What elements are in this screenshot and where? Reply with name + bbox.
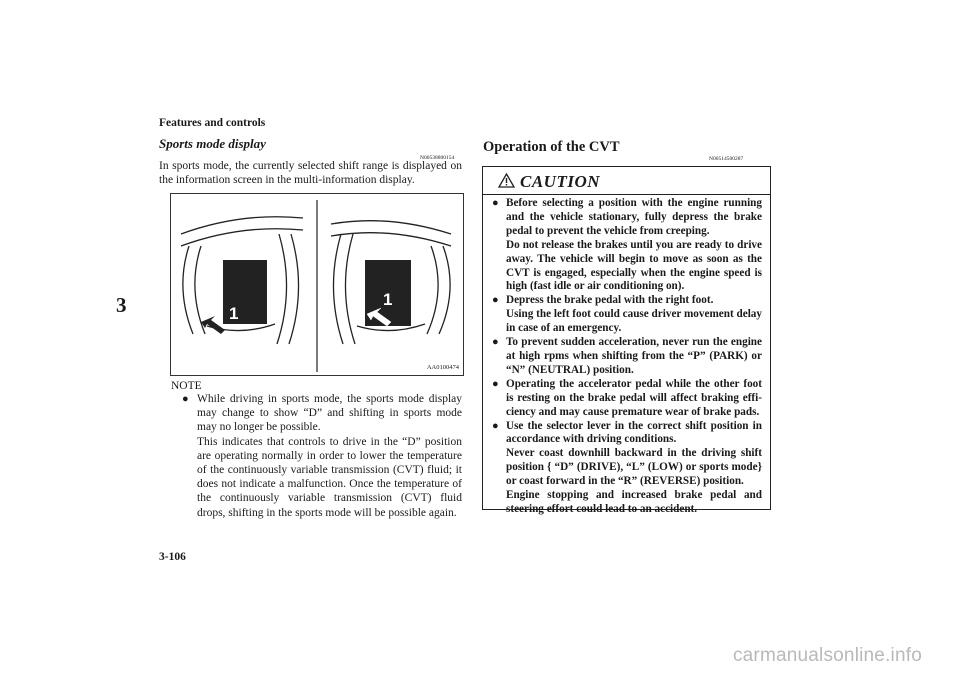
bullet-icon: ● bbox=[492, 377, 499, 390]
chapter-number: 3 bbox=[116, 293, 127, 317]
caution-body bbox=[492, 197, 762, 517]
bullet-icon: ● bbox=[492, 294, 499, 307]
note-body bbox=[183, 392, 462, 520]
caution-item bbox=[492, 420, 762, 517]
caution-line: Before selecting a position with the engine running and the vehicle stationary, fully depress the brake pedal to prevent the vehicle from creeping. bbox=[506, 197, 762, 237]
note-text: This indicates that controls to drive in the “D” position are operating normally in order to lower the temperature of the continuously variable transmission (CVT) fluid; it does not indicate a malfunction. Once the temperature of the continuously variable transmission (CVT) fluid drops, shifting in the sports mode will be possible again. bbox=[197, 435, 462, 519]
callout-label-right: 1 bbox=[383, 290, 393, 309]
caution-line: Using the left foot could cause driver movement delay in case of an emergency. bbox=[506, 308, 762, 335]
section-title-cvt: Operation of the CVT bbox=[483, 139, 620, 155]
caution-title: CAUTION bbox=[520, 172, 601, 191]
caution-line: Depress the brake pedal with the right foot. bbox=[506, 294, 714, 307]
chapter-tab bbox=[114, 287, 140, 331]
bullet-icon: ● bbox=[492, 197, 499, 209]
running-header: Features and controls bbox=[159, 117, 266, 129]
section-title: Sports mode display bbox=[159, 136, 266, 151]
bullet-icon: ● bbox=[492, 419, 499, 432]
bullet-icon: ● bbox=[182, 393, 189, 405]
intro-paragraph: In sports mode, the currently selected shift range is displayed on the information screen in the multi-information display. bbox=[159, 160, 462, 186]
warning-triangle-icon bbox=[498, 173, 515, 188]
caution-item bbox=[492, 197, 762, 294]
caution-line: Do not release the brakes until you are ready to drive away. The vehicle will begin to move as soon as the CVT is engaged, especially when the engine speed is high (fast idle or air conditioning on). bbox=[506, 238, 762, 293]
section-code-cvt: N00514500287 bbox=[709, 156, 744, 162]
caution-box bbox=[482, 166, 771, 515]
figure-code: AA0100474 bbox=[426, 364, 459, 371]
note-item bbox=[183, 392, 462, 520]
caution-line: Engine stopping and increased brake pedal and steering effort could lead to an accident. bbox=[506, 489, 762, 515]
bullet-icon: ● bbox=[492, 336, 499, 349]
sports-mode-figure bbox=[170, 193, 464, 376]
caution-line: Use the selector lever in the correct shift position in accordance with driving conditions. bbox=[506, 419, 762, 446]
caution-item bbox=[492, 336, 762, 378]
caution-line: Never coast downhill backward in the driving shift position { “D” (DRIVE), “L” (LOW) or sports mode} or coast forward in the “R” (REVERSE) position. bbox=[506, 447, 762, 488]
display-illustration bbox=[171, 194, 463, 375]
caution-item bbox=[492, 378, 762, 420]
caution-header bbox=[483, 167, 770, 195]
section-code: N00538800154 bbox=[420, 155, 455, 161]
page-number: 3-106 bbox=[159, 551, 186, 563]
note-text: While driving in sports mode, the sports mode display may change to show “D” and shifting in sports mode may no longer be possible. bbox=[197, 393, 462, 434]
callout-label-left: 1 bbox=[229, 304, 239, 323]
caution-line: Operating the accelerator pedal while the other foot is resting on the brake pedal will affect braking effi-ciency and may cause premature wear of brake pads. bbox=[506, 377, 762, 418]
caution-line: To prevent sudden acceleration, never run the engine at high rpms when shifting from the “P” (PARK) or “N” (NEUTRAL) position. bbox=[506, 336, 762, 376]
watermark: carmanualsonline.info bbox=[732, 645, 922, 666]
caution-item bbox=[492, 294, 762, 336]
note-label: NOTE bbox=[171, 380, 202, 392]
